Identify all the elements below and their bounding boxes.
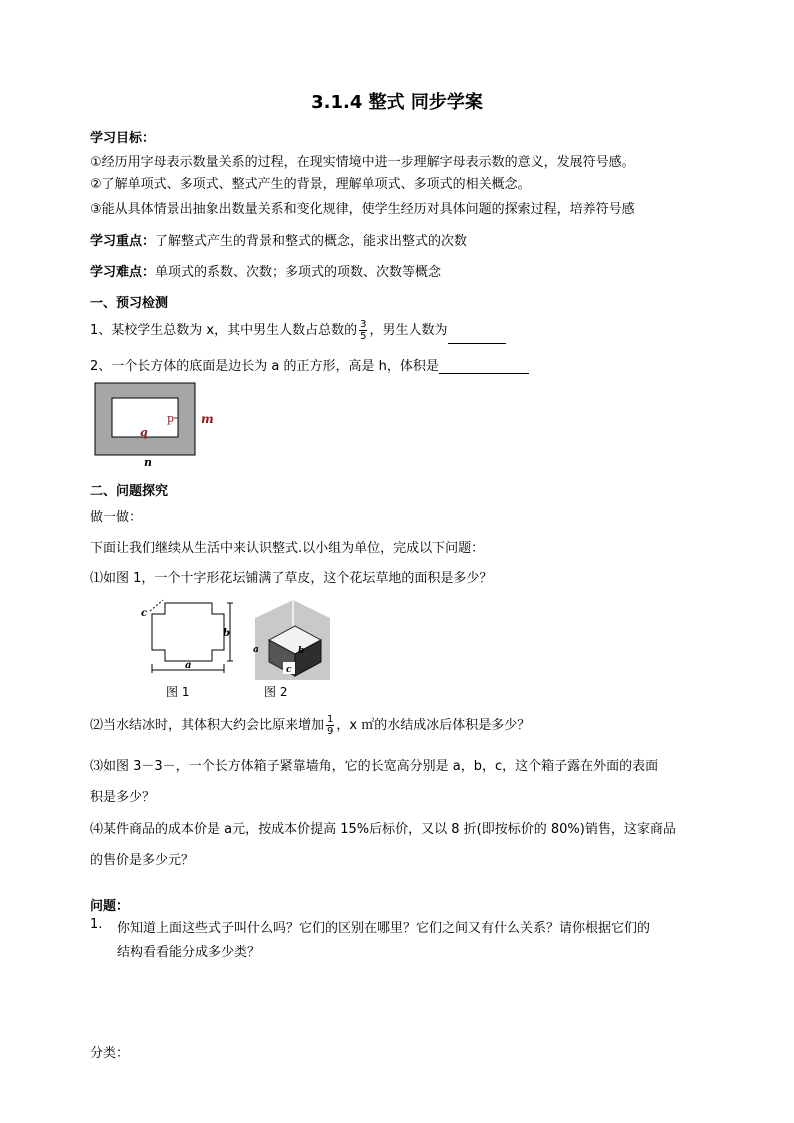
figure-1-cross <box>135 598 250 698</box>
goal-item-1: ①经历用字母表示数量关系的过程，在现实情境中进一步理解字母表示数的意义，发展符号感。 <box>90 155 635 170</box>
s2-q2-text-pre: ⑵当水结冰时，其体积大约会比原来增加 <box>90 718 325 733</box>
difficulty-label: 学习难点： <box>90 265 156 280</box>
frame-label-p: p <box>167 412 175 425</box>
q2-text: 2、一个长方体的底面是边长为 a 的正方形，高是 h，体积是 <box>90 359 439 374</box>
q2-answer-blank[interactable] <box>439 361 529 374</box>
frame-label-q: q <box>140 426 148 439</box>
section1-q1 <box>90 318 506 344</box>
fig1-c-dim <box>150 600 163 611</box>
cross-outline <box>152 603 224 661</box>
section2-sub: 做一做： <box>90 510 143 525</box>
s2-q2-fraction <box>326 714 334 737</box>
frame-label-m: m <box>201 412 214 426</box>
section2-heading: 二、问题探究 <box>90 484 169 499</box>
q1-frac-den: 5 <box>360 331 367 342</box>
section2-q4-line2: 的售价是多少元？ <box>90 853 195 868</box>
s2-q2-frac-den: 9 <box>327 726 334 737</box>
figure-2-box <box>255 600 330 680</box>
fig2-label-b: b <box>298 646 305 656</box>
q1-frac-num: 3 <box>360 319 367 330</box>
section2-q4-line1: ⑷某件商品的成本价是 a元，按成本价提高 15%后标价，又以 8 折(即按标价的 80%)销售，这家商品 <box>90 822 676 837</box>
s2-q2-frac-num: 1 <box>327 714 334 725</box>
goal-item-2: ②了解单项式、多项式、整式产生的背景，理解单项式、多项式的相关概念。 <box>90 177 531 192</box>
section2-q3-line2: 积是多少？ <box>90 790 156 805</box>
goal-item-3: ③能从具体情景出抽象出数量关系和变化规律，使学生经历对具体问题的探索过程，培养符号感 <box>90 202 635 217</box>
questions-heading: 问题： <box>90 899 130 914</box>
difficulty-text: 单项式的系数、次数；多项式的项数、次数等概念 <box>155 265 442 280</box>
fig1-label-a: a <box>185 660 192 671</box>
difficulty <box>90 261 441 280</box>
fig2-label-c: c <box>286 665 292 675</box>
section2-intro: 下面让我们继续从生活中来认识整式.以小组为单位，完成以下问题： <box>90 541 485 556</box>
section2-q3-line1: ⑶如图 3－3－，一个长方体箱子紧靠墙角，它的长宽高分别是 a，b，c，这个箱子露在外面的表面 <box>90 759 659 774</box>
section1-q2 <box>90 355 529 374</box>
key-point-label: 学习重点： <box>90 234 156 249</box>
fig1-label-b: b <box>223 628 230 639</box>
s2-q2-text-post: ，x ㎡的水结成冰后体积是多少？ <box>336 718 531 733</box>
question-1-line1: 你知道上面这些式子叫什么吗？它们的区别在哪里？它们之间又有什么关系？请你根据它们的 <box>117 921 651 936</box>
q1-text-pre: 1、某校学生总数为 x，其中男生人数占总数的 <box>90 323 358 338</box>
key-point-text: 了解整式产生的背景和整式的概念，能求出整式的次数 <box>155 234 468 249</box>
fig2-caption: 图 2 <box>264 685 288 699</box>
section1-heading: 一、预习检测 <box>90 296 169 311</box>
fig1-label-c: c <box>141 608 148 619</box>
key-point <box>90 230 467 249</box>
fig2-label-a: a <box>253 645 259 655</box>
q1-fraction <box>359 319 367 342</box>
q1-text-post: ，男生人数为 <box>369 323 448 338</box>
page-title: 3.1.4 整式 同步学案 <box>311 92 483 113</box>
section2-q2 <box>90 712 530 740</box>
frame-figure <box>90 380 230 470</box>
goals-heading: 学习目标： <box>90 131 156 146</box>
fig1-caption: 图 1 <box>166 685 190 699</box>
question-1-number: 1. <box>90 917 103 932</box>
frame-label-n: n <box>144 456 152 469</box>
section2-q1: ⑴如图 1，一个十字形花坛铺满了草皮，这个花坛草地的面积是多少？ <box>90 571 493 586</box>
classify-label: 分类： <box>90 1046 130 1061</box>
question-1-line2: 结构看看能分成多少类？ <box>117 945 261 960</box>
q1-answer-blank[interactable] <box>448 331 506 344</box>
